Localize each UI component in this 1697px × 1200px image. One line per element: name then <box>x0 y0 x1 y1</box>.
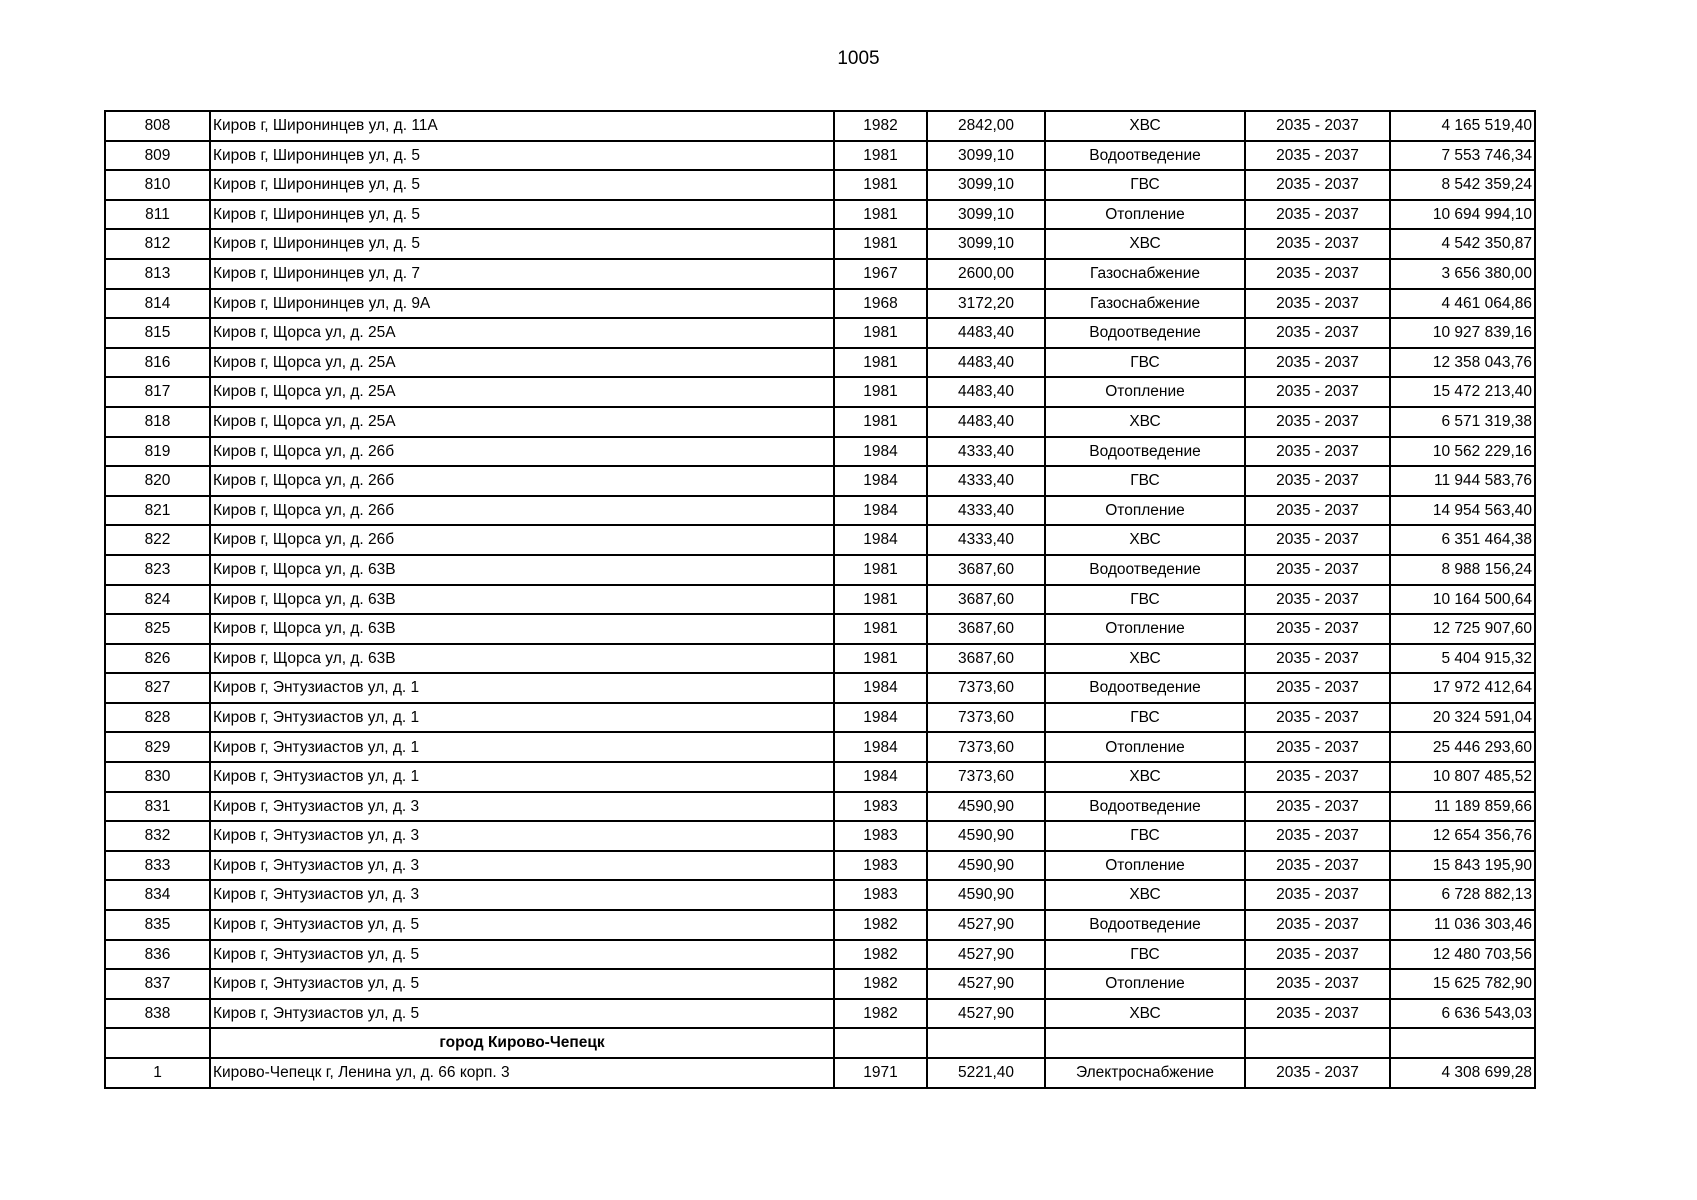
service-type-cell: Водоотведение <box>1045 318 1245 348</box>
table-row <box>105 229 1535 259</box>
table-row <box>105 969 1535 999</box>
period-cell: 2035 - 2037 <box>1245 999 1390 1029</box>
row-number: 835 <box>105 910 210 940</box>
period-cell: 2035 - 2037 <box>1245 644 1390 674</box>
period-cell: 2035 - 2037 <box>1245 673 1390 703</box>
period-cell: 2035 - 2037 <box>1245 940 1390 970</box>
year-built-cell: 1981 <box>834 614 927 644</box>
cost-cell: 10 807 485,52 <box>1390 762 1535 792</box>
table-row <box>105 880 1535 910</box>
address-cell: Киров г, Широнинцев ул, д. 5 <box>210 170 834 200</box>
area-cell: 4333,40 <box>927 466 1045 496</box>
period-cell: 2035 - 2037 <box>1245 496 1390 526</box>
area-cell: 4333,40 <box>927 437 1045 467</box>
cost-cell: 15 472 213,40 <box>1390 377 1535 407</box>
cost-cell: 20 324 591,04 <box>1390 703 1535 733</box>
year-built-cell: 1984 <box>834 437 927 467</box>
period-cell: 2035 - 2037 <box>1245 229 1390 259</box>
address-cell: Киров г, Широнинцев ул, д. 5 <box>210 229 834 259</box>
year-built-cell: 1984 <box>834 732 927 762</box>
row-number: 822 <box>105 525 210 555</box>
service-type-cell: Водоотведение <box>1045 437 1245 467</box>
area-cell: 7373,60 <box>927 703 1045 733</box>
row-number: 828 <box>105 703 210 733</box>
area-cell: 3099,10 <box>927 200 1045 230</box>
row-number: 818 <box>105 407 210 437</box>
address-cell: Киров г, Энтузиастов ул, д. 5 <box>210 940 834 970</box>
table-row <box>105 407 1535 437</box>
address-cell: Киров г, Широнинцев ул, д. 5 <box>210 141 834 171</box>
empty-cell <box>1045 1028 1245 1058</box>
table-row <box>105 910 1535 940</box>
cost-cell: 12 654 356,76 <box>1390 821 1535 851</box>
year-built-cell: 1981 <box>834 555 927 585</box>
period-cell: 2035 - 2037 <box>1245 348 1390 378</box>
table-row <box>105 377 1535 407</box>
period-cell: 2035 - 2037 <box>1245 703 1390 733</box>
year-built-cell: 1971 <box>834 1058 927 1088</box>
period-cell: 2035 - 2037 <box>1245 525 1390 555</box>
address-cell: Киров г, Широнинцев ул, д. 11А <box>210 111 834 141</box>
table-row <box>105 259 1535 289</box>
period-cell: 2035 - 2037 <box>1245 1058 1390 1088</box>
service-type-cell: Отопление <box>1045 614 1245 644</box>
table-row <box>105 289 1535 319</box>
service-type-cell: Водоотведение <box>1045 141 1245 171</box>
address-cell: Киров г, Щорса ул, д. 26б <box>210 525 834 555</box>
table-row <box>105 1058 1535 1088</box>
service-type-cell: ГВС <box>1045 940 1245 970</box>
cost-cell: 14 954 563,40 <box>1390 496 1535 526</box>
period-cell: 2035 - 2037 <box>1245 792 1390 822</box>
address-cell: Киров г, Щорса ул, д. 26б <box>210 466 834 496</box>
table-row <box>105 851 1535 881</box>
address-cell: Киров г, Щорса ул, д. 25А <box>210 377 834 407</box>
table-row <box>105 466 1535 496</box>
period-cell: 2035 - 2037 <box>1245 969 1390 999</box>
cost-cell: 12 725 907,60 <box>1390 614 1535 644</box>
cost-cell: 10 164 500,64 <box>1390 585 1535 615</box>
service-type-cell: ГВС <box>1045 348 1245 378</box>
row-number: 819 <box>105 437 210 467</box>
address-cell: Киров г, Энтузиастов ул, д. 3 <box>210 821 834 851</box>
period-cell: 2035 - 2037 <box>1245 851 1390 881</box>
row-number: 838 <box>105 999 210 1029</box>
row-number: 809 <box>105 141 210 171</box>
row-number: 830 <box>105 762 210 792</box>
register-table <box>104 110 1536 1089</box>
area-cell: 3687,60 <box>927 585 1045 615</box>
service-type-cell: Отопление <box>1045 969 1245 999</box>
area-cell: 4590,90 <box>927 880 1045 910</box>
table-row <box>105 318 1535 348</box>
address-cell: Киров г, Широнинцев ул, д. 5 <box>210 200 834 230</box>
cost-cell: 11 189 859,66 <box>1390 792 1535 822</box>
cost-cell: 6 351 464,38 <box>1390 525 1535 555</box>
table-row <box>105 673 1535 703</box>
table-row <box>105 644 1535 674</box>
cost-cell: 4 308 699,28 <box>1390 1058 1535 1088</box>
cost-cell: 5 404 915,32 <box>1390 644 1535 674</box>
row-number: 824 <box>105 585 210 615</box>
service-type-cell: ГВС <box>1045 703 1245 733</box>
period-cell: 2035 - 2037 <box>1245 141 1390 171</box>
cost-cell: 17 972 412,64 <box>1390 673 1535 703</box>
address-cell: Киров г, Энтузиастов ул, д. 3 <box>210 792 834 822</box>
cost-cell: 6 728 882,13 <box>1390 880 1535 910</box>
row-number: 821 <box>105 496 210 526</box>
address-cell: Киров г, Щорса ул, д. 25А <box>210 407 834 437</box>
row-number: 826 <box>105 644 210 674</box>
empty-cell <box>834 1028 927 1058</box>
table-row <box>105 940 1535 970</box>
cost-cell: 12 358 043,76 <box>1390 348 1535 378</box>
area-cell: 4527,90 <box>927 969 1045 999</box>
year-built-cell: 1982 <box>834 111 927 141</box>
year-built-cell: 1982 <box>834 940 927 970</box>
year-built-cell: 1981 <box>834 348 927 378</box>
table-row <box>105 170 1535 200</box>
service-type-cell: Газоснабжение <box>1045 289 1245 319</box>
year-built-cell: 1983 <box>834 880 927 910</box>
area-cell: 3687,60 <box>927 614 1045 644</box>
year-built-cell: 1981 <box>834 200 927 230</box>
table-row <box>105 111 1535 141</box>
service-type-cell: ХВС <box>1045 999 1245 1029</box>
area-cell: 4527,90 <box>927 910 1045 940</box>
service-type-cell: Газоснабжение <box>1045 259 1245 289</box>
year-built-cell: 1968 <box>834 289 927 319</box>
service-type-cell: Водоотведение <box>1045 673 1245 703</box>
area-cell: 4590,90 <box>927 851 1045 881</box>
service-type-cell: Отопление <box>1045 851 1245 881</box>
cost-cell: 6 571 319,38 <box>1390 407 1535 437</box>
year-built-cell: 1981 <box>834 585 927 615</box>
row-number: 811 <box>105 200 210 230</box>
period-cell: 2035 - 2037 <box>1245 614 1390 644</box>
year-built-cell: 1984 <box>834 496 927 526</box>
year-built-cell: 1983 <box>834 792 927 822</box>
row-number: 832 <box>105 821 210 851</box>
area-cell: 7373,60 <box>927 673 1045 703</box>
period-cell: 2035 - 2037 <box>1245 289 1390 319</box>
area-cell: 3099,10 <box>927 141 1045 171</box>
area-cell: 4483,40 <box>927 318 1045 348</box>
service-type-cell: ГВС <box>1045 585 1245 615</box>
address-cell: Киров г, Энтузиастов ул, д. 1 <box>210 673 834 703</box>
year-built-cell: 1982 <box>834 999 927 1029</box>
table-row <box>105 525 1535 555</box>
address-cell: Киров г, Щорса ул, д. 25А <box>210 348 834 378</box>
cost-cell: 8 988 156,24 <box>1390 555 1535 585</box>
table-row <box>105 792 1535 822</box>
cost-cell: 11 944 583,76 <box>1390 466 1535 496</box>
service-type-cell: Водоотведение <box>1045 910 1245 940</box>
section-header-row <box>105 1028 1535 1058</box>
cost-cell: 4 165 519,40 <box>1390 111 1535 141</box>
service-type-cell: ГВС <box>1045 821 1245 851</box>
cost-cell: 3 656 380,00 <box>1390 259 1535 289</box>
row-number: 815 <box>105 318 210 348</box>
area-cell: 4590,90 <box>927 792 1045 822</box>
service-type-cell: ХВС <box>1045 762 1245 792</box>
year-built-cell: 1981 <box>834 377 927 407</box>
address-cell: Киров г, Энтузиастов ул, д. 1 <box>210 703 834 733</box>
row-number: 814 <box>105 289 210 319</box>
table-row <box>105 348 1535 378</box>
period-cell: 2035 - 2037 <box>1245 732 1390 762</box>
service-type-cell: Отопление <box>1045 377 1245 407</box>
year-built-cell: 1982 <box>834 910 927 940</box>
year-built-cell: 1981 <box>834 170 927 200</box>
area-cell: 4333,40 <box>927 496 1045 526</box>
cost-cell: 6 636 543,03 <box>1390 999 1535 1029</box>
cost-cell: 8 542 359,24 <box>1390 170 1535 200</box>
table-row <box>105 703 1535 733</box>
area-cell: 4483,40 <box>927 377 1045 407</box>
period-cell: 2035 - 2037 <box>1245 377 1390 407</box>
table-row <box>105 141 1535 171</box>
area-cell: 3172,20 <box>927 289 1045 319</box>
area-cell: 4333,40 <box>927 525 1045 555</box>
section-title: город Кирово-Чепецк <box>210 1028 834 1058</box>
service-type-cell: Отопление <box>1045 732 1245 762</box>
year-built-cell: 1981 <box>834 141 927 171</box>
row-number: 808 <box>105 111 210 141</box>
year-built-cell: 1984 <box>834 762 927 792</box>
row-number: 836 <box>105 940 210 970</box>
row-number: 810 <box>105 170 210 200</box>
row-number: 825 <box>105 614 210 644</box>
cost-cell: 10 694 994,10 <box>1390 200 1535 230</box>
row-number: 833 <box>105 851 210 881</box>
area-cell: 2600,00 <box>927 259 1045 289</box>
address-cell: Киров г, Щорса ул, д. 63В <box>210 644 834 674</box>
row-number: 1 <box>105 1058 210 1088</box>
area-cell: 4590,90 <box>927 821 1045 851</box>
cost-cell: 4 461 064,86 <box>1390 289 1535 319</box>
row-number: 837 <box>105 969 210 999</box>
cost-cell: 4 542 350,87 <box>1390 229 1535 259</box>
area-cell: 2842,00 <box>927 111 1045 141</box>
address-cell: Киров г, Щорса ул, д. 26б <box>210 437 834 467</box>
cost-cell: 25 446 293,60 <box>1390 732 1535 762</box>
year-built-cell: 1981 <box>834 318 927 348</box>
period-cell: 2035 - 2037 <box>1245 318 1390 348</box>
area-cell: 4527,90 <box>927 940 1045 970</box>
service-type-cell: Отопление <box>1045 200 1245 230</box>
year-built-cell: 1984 <box>834 466 927 496</box>
area-cell: 5221,40 <box>927 1058 1045 1088</box>
page-number: 1005 <box>837 48 880 69</box>
address-cell: Киров г, Щорса ул, д. 26б <box>210 496 834 526</box>
address-cell: Киров г, Энтузиастов ул, д. 5 <box>210 969 834 999</box>
year-built-cell: 1983 <box>834 851 927 881</box>
area-cell: 3099,10 <box>927 170 1045 200</box>
service-type-cell: ХВС <box>1045 229 1245 259</box>
row-number: 816 <box>105 348 210 378</box>
area-cell: 4527,90 <box>927 999 1045 1029</box>
service-type-cell: Водоотведение <box>1045 555 1245 585</box>
address-cell: Киров г, Энтузиастов ул, д. 1 <box>210 732 834 762</box>
year-built-cell: 1967 <box>834 259 927 289</box>
service-type-cell: ХВС <box>1045 880 1245 910</box>
service-type-cell: Водоотведение <box>1045 792 1245 822</box>
cost-cell: 10 562 229,16 <box>1390 437 1535 467</box>
year-built-cell: 1981 <box>834 644 927 674</box>
address-cell: Киров г, Широнинцев ул, д. 7 <box>210 259 834 289</box>
table-row <box>105 200 1535 230</box>
address-cell: Киров г, Энтузиастов ул, д. 5 <box>210 910 834 940</box>
address-cell: Киров г, Щорса ул, д. 63В <box>210 555 834 585</box>
period-cell: 2035 - 2037 <box>1245 555 1390 585</box>
empty-cell <box>105 1028 210 1058</box>
table-row <box>105 585 1535 615</box>
empty-cell <box>1245 1028 1390 1058</box>
address-cell: Киров г, Энтузиастов ул, д. 1 <box>210 762 834 792</box>
year-built-cell: 1984 <box>834 673 927 703</box>
period-cell: 2035 - 2037 <box>1245 585 1390 615</box>
address-cell: Киров г, Энтузиастов ул, д. 3 <box>210 851 834 881</box>
area-cell: 3687,60 <box>927 644 1045 674</box>
service-type-cell: ХВС <box>1045 111 1245 141</box>
table-row <box>105 614 1535 644</box>
service-type-cell: Электроснабжение <box>1045 1058 1245 1088</box>
area-cell: 3687,60 <box>927 555 1045 585</box>
empty-cell <box>1390 1028 1535 1058</box>
table-row <box>105 437 1535 467</box>
address-cell: Кирово-Чепецк г, Ленина ул, д. 66 корп. 3 <box>210 1058 834 1088</box>
year-built-cell: 1984 <box>834 525 927 555</box>
year-built-cell: 1983 <box>834 821 927 851</box>
area-cell: 7373,60 <box>927 762 1045 792</box>
service-type-cell: ГВС <box>1045 170 1245 200</box>
table-row <box>105 496 1535 526</box>
area-cell: 7373,60 <box>927 732 1045 762</box>
period-cell: 2035 - 2037 <box>1245 910 1390 940</box>
service-type-cell: Отопление <box>1045 496 1245 526</box>
year-built-cell: 1981 <box>834 407 927 437</box>
table-row <box>105 821 1535 851</box>
table-row <box>105 732 1535 762</box>
cost-cell: 10 927 839,16 <box>1390 318 1535 348</box>
row-number: 813 <box>105 259 210 289</box>
cost-cell: 15 625 782,90 <box>1390 969 1535 999</box>
row-number: 829 <box>105 732 210 762</box>
row-number: 834 <box>105 880 210 910</box>
cost-cell: 11 036 303,46 <box>1390 910 1535 940</box>
register-body <box>105 111 1535 1088</box>
cost-cell: 15 843 195,90 <box>1390 851 1535 881</box>
area-cell: 3099,10 <box>927 229 1045 259</box>
period-cell: 2035 - 2037 <box>1245 407 1390 437</box>
address-cell: Киров г, Щорса ул, д. 63В <box>210 585 834 615</box>
area-cell: 4483,40 <box>927 348 1045 378</box>
row-number: 820 <box>105 466 210 496</box>
cost-cell: 7 553 746,34 <box>1390 141 1535 171</box>
row-number: 831 <box>105 792 210 822</box>
period-cell: 2035 - 2037 <box>1245 111 1390 141</box>
table-row <box>105 555 1535 585</box>
period-cell: 2035 - 2037 <box>1245 259 1390 289</box>
address-cell: Киров г, Щорса ул, д. 63В <box>210 614 834 644</box>
period-cell: 2035 - 2037 <box>1245 762 1390 792</box>
period-cell: 2035 - 2037 <box>1245 880 1390 910</box>
service-type-cell: ХВС <box>1045 525 1245 555</box>
address-cell: Киров г, Энтузиастов ул, д. 5 <box>210 999 834 1029</box>
row-number: 827 <box>105 673 210 703</box>
period-cell: 2035 - 2037 <box>1245 437 1390 467</box>
service-type-cell: ХВС <box>1045 407 1245 437</box>
address-cell: Киров г, Энтузиастов ул, д. 3 <box>210 880 834 910</box>
period-cell: 2035 - 2037 <box>1245 200 1390 230</box>
row-number: 812 <box>105 229 210 259</box>
address-cell: Киров г, Широнинцев ул, д. 9А <box>210 289 834 319</box>
address-cell: Киров г, Щорса ул, д. 25А <box>210 318 834 348</box>
table-row <box>105 999 1535 1029</box>
row-number: 817 <box>105 377 210 407</box>
period-cell: 2035 - 2037 <box>1245 821 1390 851</box>
empty-cell <box>927 1028 1045 1058</box>
area-cell: 4483,40 <box>927 407 1045 437</box>
row-number: 823 <box>105 555 210 585</box>
year-built-cell: 1984 <box>834 703 927 733</box>
period-cell: 2035 - 2037 <box>1245 466 1390 496</box>
service-type-cell: ГВС <box>1045 466 1245 496</box>
year-built-cell: 1982 <box>834 969 927 999</box>
service-type-cell: ХВС <box>1045 644 1245 674</box>
year-built-cell: 1981 <box>834 229 927 259</box>
period-cell: 2035 - 2037 <box>1245 170 1390 200</box>
table-row <box>105 762 1535 792</box>
cost-cell: 12 480 703,56 <box>1390 940 1535 970</box>
